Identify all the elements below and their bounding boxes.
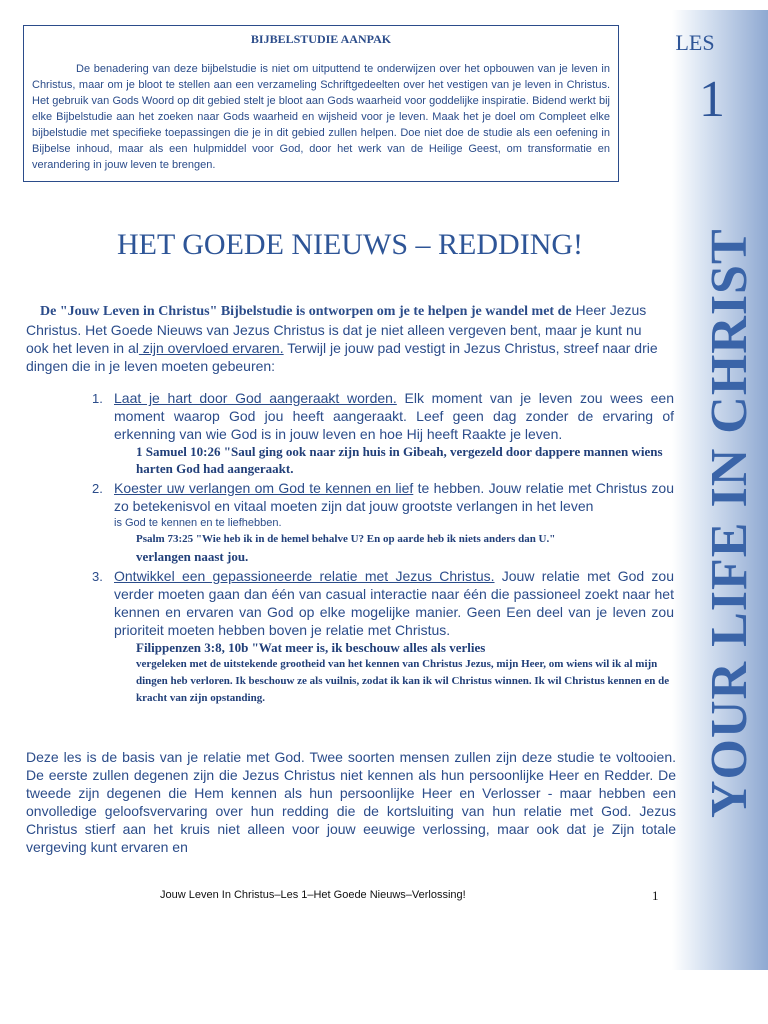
intro-lead: De "Jouw Leven in Christus" Bijbelstudie is ontworpen om je te helpen je wandel met de — [40, 304, 572, 319]
series-title: YOUR LIFE IN CHRIST — [701, 228, 758, 818]
page-title: HET GOEDE NIEUWS – REDDING! — [116, 228, 584, 261]
list-item — [92, 479, 674, 565]
item-number: 1. — [92, 391, 103, 406]
item-heading: Laat je hart door God aangeraakt worden. — [114, 390, 397, 406]
item-number: 2. — [92, 481, 103, 496]
item-heading: Ontwikkel een gepassioneerde relatie met Jezus Christus. — [114, 568, 495, 584]
item-text-small: is God te kennen en te liefhebben. — [114, 517, 282, 529]
list-item — [92, 567, 674, 707]
scripture-quote: Filippenzen 3:8, 10b "Wat meer is, ik beschouw alles als verlies — [136, 640, 486, 655]
closing-paragraph: Deze les is de basis van je relatie met God. Twee soorten mensen zullen zijn deze studie te voltooien. De eerste zullen degenen zijn die Jezus Christus niet kennen als hun persoonlijke Heer en Redder. De tweede zijn degenen die Hem kennen als hun persoonlijke Heer en Verlosser - maar hebben een onvolledige geloofsvervaring over hun redding die de kortsluiting van hun relatie met God. Jezus Christus stierf aan het kruis niet alleen voor jouw eeuwige verlossing, maar ook dat je Zijn totale vergeving kunt ervaren en — [26, 749, 676, 855]
intro-text-1: Heer Jezus Christus. Het Goede Nieuws van Jezus Christus is dat je niet alleen vergeven bent, maar je kunt nu ook het leven in al — [26, 302, 647, 356]
approach-text: De benadering van deze bijbelstudie is niet om uitputtend te onderwijzen over het opbouwen van je leven in Christus, maar om je bloot te stellen aan een verzameling Schriftgedeelten over het vestigen van je leven in Christus. Het gebruik van Gods Woord op dit gebied stelt je bloot aan Gods waarheid voor goddelijke inspiratie. Bidend werkt bij elke Bijbelstudie aan het zoeken naar Gods waarheid en wijsheid voor je leven. Maak het je doel om Compleet elke bijbelstudie met specifieke toepassingen die je in dit gebied zullen helpen. Doe niet doe de studie als een oefening in Bijbelse inhoud, maar als een hulpmiddel voor God, door het werk van de Heilige Geest, om transformatie en verandering in jouw leven te brengen. — [32, 63, 610, 171]
goals-list — [92, 389, 674, 709]
item-text: Elk moment van je leven zou wees een moment waarop God jou heeft aangeraakt. Leef geen dag zonder de ervaring of erkenning van wie God is in jouw leven en hoe Hij heeft Raakte je leven. — [114, 390, 674, 442]
lesson-number: 1 — [699, 71, 725, 128]
intro-underlined: zijn overvloed ervaren. — [138, 340, 284, 356]
scripture-quote: Psalm 73:25 "Wie heb ik in de hemel behalve U? En op aarde heb ik niets anders dan U." — [136, 533, 556, 545]
page-number: 1 — [652, 888, 659, 903]
intro-paragraph — [26, 301, 662, 375]
scripture-quote: 1 Samuel 10:26 "Saul ging ook naar zijn huis in Gibeah, vergezeld door dappere mannen wiens harten God had aangeraakt. — [136, 444, 663, 476]
list-item — [92, 389, 674, 477]
item-text: Jouw relatie met God zou verder moeten gaan dan één van casual interactie naar één die passioneel zoekt naar het kennen en ervaren van God op elke mogelijke manier. Geen Een deel van je leven zou prioriteit moeten hebben boven je relatie met Christus. — [114, 568, 674, 638]
scripture-quote-cont: verlangen naast jou. — [136, 549, 249, 564]
item-text: te hebben. Jouw relatie met Christus zou zo betekenisvol en vitaal moeten zijn dat jouw grootste verlangen in het leven — [114, 480, 674, 514]
item-heading: Koester uw verlangen om God te kennen en lief — [114, 480, 414, 496]
item-number: 3. — [92, 569, 103, 584]
footer-text: Jouw Leven In Christus–Les 1–Het Goede Nieuws–Verlossing! — [160, 889, 466, 901]
approach-title: BIJBELSTUDIE AANPAK — [250, 32, 392, 46]
intro-text-2: Terwijl je jouw pad vestigt in Jezus Christus, streef naar drie dingen die in je leven moeten gebeuren: — [26, 340, 658, 374]
approach-box — [23, 25, 619, 182]
scripture-quote-cont: vergeleken met de uitstekende grootheid van het kennen van Christus Jezus, mijn Heer, om wiens wil ik al mijn dingen heb verloren. Ik beschouw ze als vuilnis, zodat ik kan ik wil Christus winnen. Ik wil Christus kennen en de kracht van zijn opstanding. — [136, 658, 670, 704]
lesson-label: LES — [675, 30, 715, 55]
